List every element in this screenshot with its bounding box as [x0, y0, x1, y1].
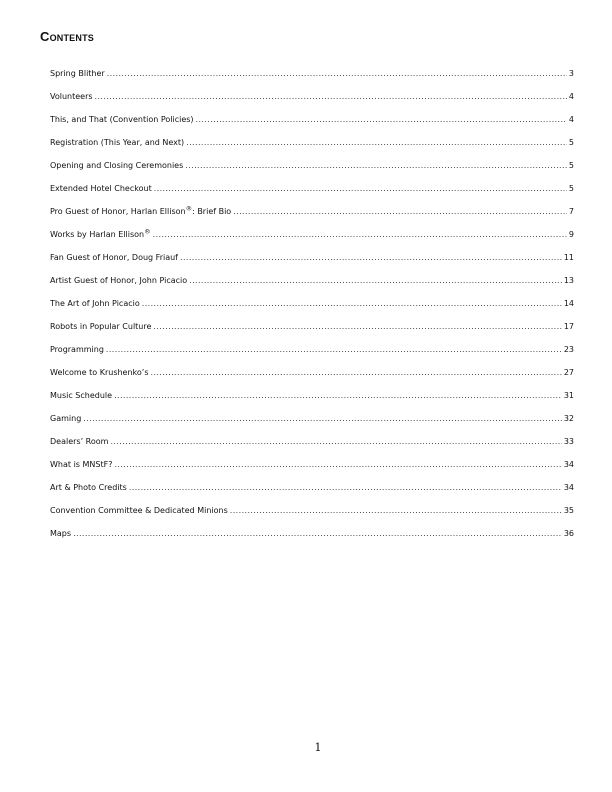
- toc-entry[interactable]: [50, 434, 574, 457]
- toc-entry-title: Pro Guest of Honor, Harlan Ellison®: Brief Bio: [50, 204, 232, 216]
- toc-entry-page: 13: [563, 276, 574, 285]
- toc-entry-page: 5: [568, 161, 574, 170]
- toc-entry-title: Maps: [50, 529, 72, 538]
- toc-entry[interactable]: [50, 342, 574, 365]
- dot-leader: [129, 480, 562, 496]
- toc-entry-title: Robots in Popular Culture: [50, 322, 152, 331]
- dot-leader: [153, 227, 567, 243]
- toc-entry[interactable]: [50, 204, 574, 227]
- dot-leader: [83, 411, 562, 427]
- dot-leader: [196, 112, 567, 128]
- toc-entry[interactable]: [50, 296, 574, 319]
- toc-entry-title: Art & Photo Credits: [50, 483, 127, 492]
- toc-entry-page: 36: [563, 529, 574, 538]
- toc-entry[interactable]: [50, 457, 574, 480]
- toc-entry-title: Extended Hotel Checkout: [50, 184, 152, 193]
- toc-entry-title: Welcome to Krushenko’s: [50, 368, 149, 377]
- toc-entry-title: Artist Guest of Honor, John Picacio: [50, 276, 188, 285]
- table-of-contents: [50, 66, 574, 549]
- toc-entry-title: Registration (This Year, and Next): [50, 138, 185, 147]
- toc-entry-page: 5: [568, 184, 574, 193]
- dot-leader: [114, 388, 562, 404]
- toc-entry-title: Dealers’ Room: [50, 437, 109, 446]
- dot-leader: [153, 319, 561, 335]
- dot-leader: [185, 158, 567, 174]
- toc-entry-page: 35: [563, 506, 574, 515]
- toc-entry-title: What is MNStF?: [50, 460, 113, 469]
- dot-leader: [233, 204, 567, 220]
- dot-leader: [73, 526, 562, 542]
- toc-entry-page: 27: [563, 368, 574, 377]
- toc-entry-page: 4: [568, 115, 574, 124]
- dot-leader: [189, 273, 562, 289]
- toc-entry[interactable]: [50, 66, 574, 89]
- toc-entry[interactable]: [50, 181, 574, 204]
- toc-entry-page: 17: [563, 322, 574, 331]
- toc-entry-title: The Art of John Picacio: [50, 299, 140, 308]
- toc-entry[interactable]: [50, 112, 574, 135]
- toc-entry-title: Music Schedule: [50, 391, 113, 400]
- toc-entry-page: 14: [563, 299, 574, 308]
- toc-entry-title: Fan Guest of Honor, Doug Friauf: [50, 253, 178, 262]
- toc-entry[interactable]: [50, 365, 574, 388]
- toc-entry[interactable]: [50, 250, 574, 273]
- page-title: Contents: [40, 29, 94, 44]
- toc-entry-page: 7: [568, 207, 574, 216]
- toc-entry-title: Opening and Closing Ceremonies: [50, 161, 184, 170]
- dot-leader: [114, 457, 561, 473]
- toc-entry[interactable]: [50, 227, 574, 250]
- dot-leader: [154, 181, 567, 197]
- page-number: 1: [314, 741, 322, 754]
- dot-leader: [110, 434, 561, 450]
- toc-entry[interactable]: [50, 503, 574, 526]
- toc-entry-page: 9: [568, 230, 574, 239]
- dot-leader: [180, 250, 562, 266]
- dot-leader: [230, 503, 562, 519]
- toc-entry-page: 34: [563, 460, 574, 469]
- toc-entry-page: 4: [568, 92, 574, 101]
- toc-entry[interactable]: [50, 480, 574, 503]
- toc-entry-page: 33: [563, 437, 574, 446]
- toc-entry[interactable]: [50, 319, 574, 342]
- toc-entry-title: Gaming: [50, 414, 82, 423]
- dot-leader: [95, 89, 567, 105]
- toc-entry[interactable]: [50, 158, 574, 181]
- toc-entry-title: Works by Harlan Ellison®: [50, 227, 151, 239]
- toc-entry-title: Programming: [50, 345, 104, 354]
- toc-entry-page: 5: [568, 138, 574, 147]
- dot-leader: [106, 342, 562, 358]
- toc-entry[interactable]: [50, 135, 574, 158]
- toc-entry-page: 32: [563, 414, 574, 423]
- toc-entry-title: This, and That (Convention Policies): [50, 115, 194, 124]
- toc-entry[interactable]: [50, 411, 574, 434]
- toc-entry-page: 23: [563, 345, 574, 354]
- toc-entry-title: Spring Blither: [50, 69, 105, 78]
- dot-leader: [186, 135, 567, 151]
- toc-entry-page: 34: [563, 483, 574, 492]
- toc-entry-title: Volunteers: [50, 92, 93, 101]
- toc-entry[interactable]: [50, 388, 574, 411]
- toc-entry-title: Convention Committee & Dedicated Minions: [50, 506, 228, 515]
- dot-leader: [142, 296, 562, 312]
- toc-entry[interactable]: [50, 89, 574, 112]
- dot-leader: [151, 365, 562, 381]
- toc-entry-page: 11: [563, 253, 574, 262]
- toc-entry-page: 3: [568, 69, 574, 78]
- toc-entry[interactable]: [50, 526, 574, 549]
- toc-entry[interactable]: [50, 273, 574, 296]
- toc-entry-page: 31: [563, 391, 574, 400]
- dot-leader: [107, 66, 567, 82]
